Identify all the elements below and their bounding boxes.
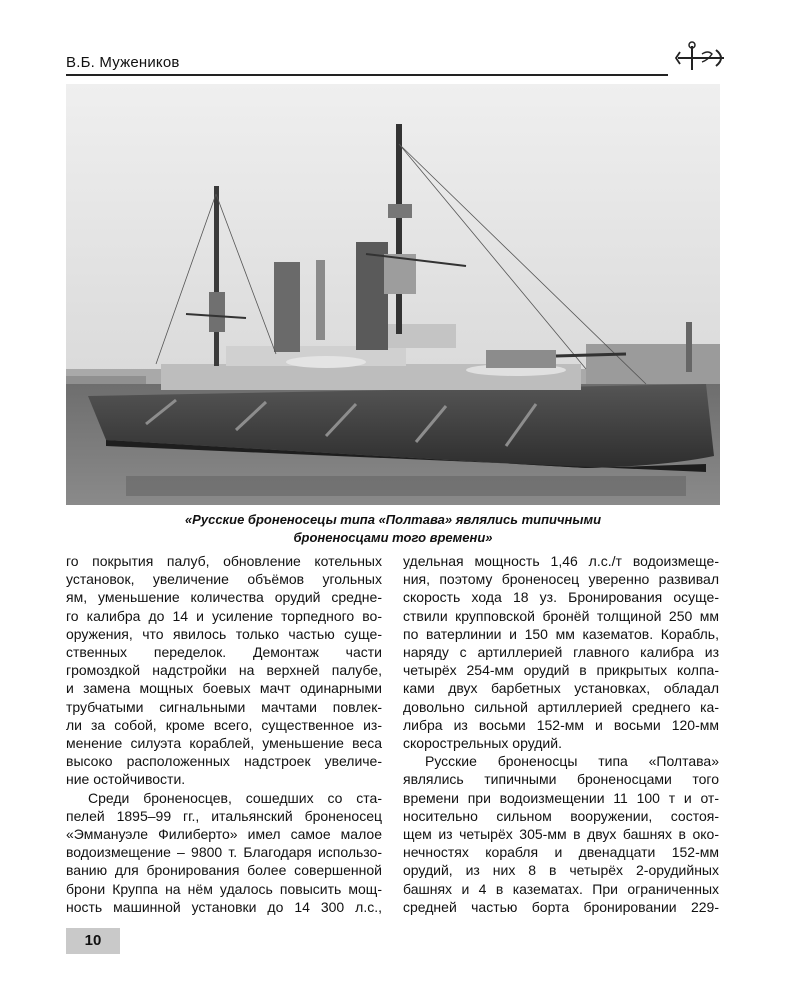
text-line: по ватерлинии и 150 мм казематов. Корабль,	[403, 625, 719, 642]
text-line: четырёх 254-мм орудий в прикрытых колпа-	[403, 662, 719, 679]
text-line: времени при водоизмещении 11 100 т и от-	[403, 789, 719, 806]
text-line: средней частью борта бронировании 229-	[403, 898, 719, 915]
left-text-column	[66, 552, 382, 916]
text-line: высоко расположенных надстроек увеличе-	[66, 753, 382, 770]
text-line: установок, увеличение объёмов угольных	[66, 571, 382, 588]
text-line: щем из четырёх 305-мм в двух башнях в око-	[403, 826, 719, 843]
text-line: ками двух барбетных установках, обладал	[403, 680, 719, 697]
text-line: ям, уменьшение количества орудий средне-	[66, 589, 382, 606]
text-line: го калибра до 14 и усиление торпедного во-	[66, 607, 382, 624]
text-line: башнях и 4 в казематах. При ограниченных	[403, 880, 719, 897]
text-line: ли за собой, кроме всего, существенное из-	[66, 716, 382, 733]
text-line: довольно сильной артиллерией среднего ка-	[403, 698, 719, 715]
caption-line-2: броненосцами того времени»	[293, 530, 493, 545]
text-line: наряду с артиллерией главного калибра из	[403, 644, 719, 661]
text-line: громоздкой надстройки на верхней палубе,	[66, 662, 382, 679]
text-line: Среди броненосцев, сошедших со ста-	[88, 789, 382, 806]
text-line: орудий, из них 8 в четырёх 2-орудийных	[403, 862, 719, 879]
text-line: го покрытия палуб, обновление котельных	[66, 553, 382, 569]
photo-caption	[66, 511, 720, 547]
author-name: В.Б. Мужеников	[66, 54, 180, 71]
text-line: и замена мощных боевых мачт одинарными	[66, 680, 382, 697]
text-line: менение силуэта кораблей, уменьшение веса	[66, 735, 382, 752]
text-line: ния, поэтому броненосец уверенно развивал	[403, 571, 719, 588]
text-line: являлись типичными броненосцами того	[403, 771, 719, 788]
right-text-column	[403, 552, 719, 916]
text-line: пелей 1895–99 гг., итальянский броненосец	[66, 807, 382, 824]
text-line: скорострельных орудий.	[403, 735, 562, 752]
text-line: нечностях корабля и двенадцати 152-мм	[403, 844, 719, 861]
text-line: либра из восьми 152-мм и восьми 120-мм	[403, 716, 719, 733]
text-line: скорость хода 18 уз. Бронирования осуще-	[403, 589, 719, 606]
text-line: водоизмещение – 9800 т. Благодаря использо-	[66, 844, 382, 861]
text-line: удельная мощность 1,46 л.с./т водоизмеще-	[403, 553, 719, 569]
text-line: Русские броненосцы типа «Полтава»	[425, 753, 719, 770]
battleship-photo	[66, 84, 720, 505]
text-line: ванию для бронирования более совершенной	[66, 862, 382, 879]
text-line: ствили крупповской бронёй толщиной 250 мм	[403, 607, 719, 624]
page-number: 10	[66, 928, 120, 954]
text-line: «Эммануэле Филиберто» имел самое малое	[66, 826, 382, 843]
text-line: ность машинной установки до 14 300 л.с.,	[66, 898, 382, 915]
anchor-icon	[672, 40, 732, 76]
text-line: трубчатыми сигнальными мачтами повлек-	[66, 698, 382, 715]
text-line: носительно сильном вооружении, состоя-	[403, 807, 719, 824]
text-line: ние остойчивости.	[66, 771, 186, 788]
caption-line-1: «Русские броненосецы типа «Полтава» являлись типичными	[184, 512, 602, 527]
text-line: оружения, что явилось только частью суще-	[66, 625, 382, 642]
text-line: ственных переделок. Демонтаж части	[66, 644, 382, 661]
text-line: брони Круппа на нём удалось повысить мощ-	[66, 880, 382, 897]
running-header	[66, 50, 668, 76]
